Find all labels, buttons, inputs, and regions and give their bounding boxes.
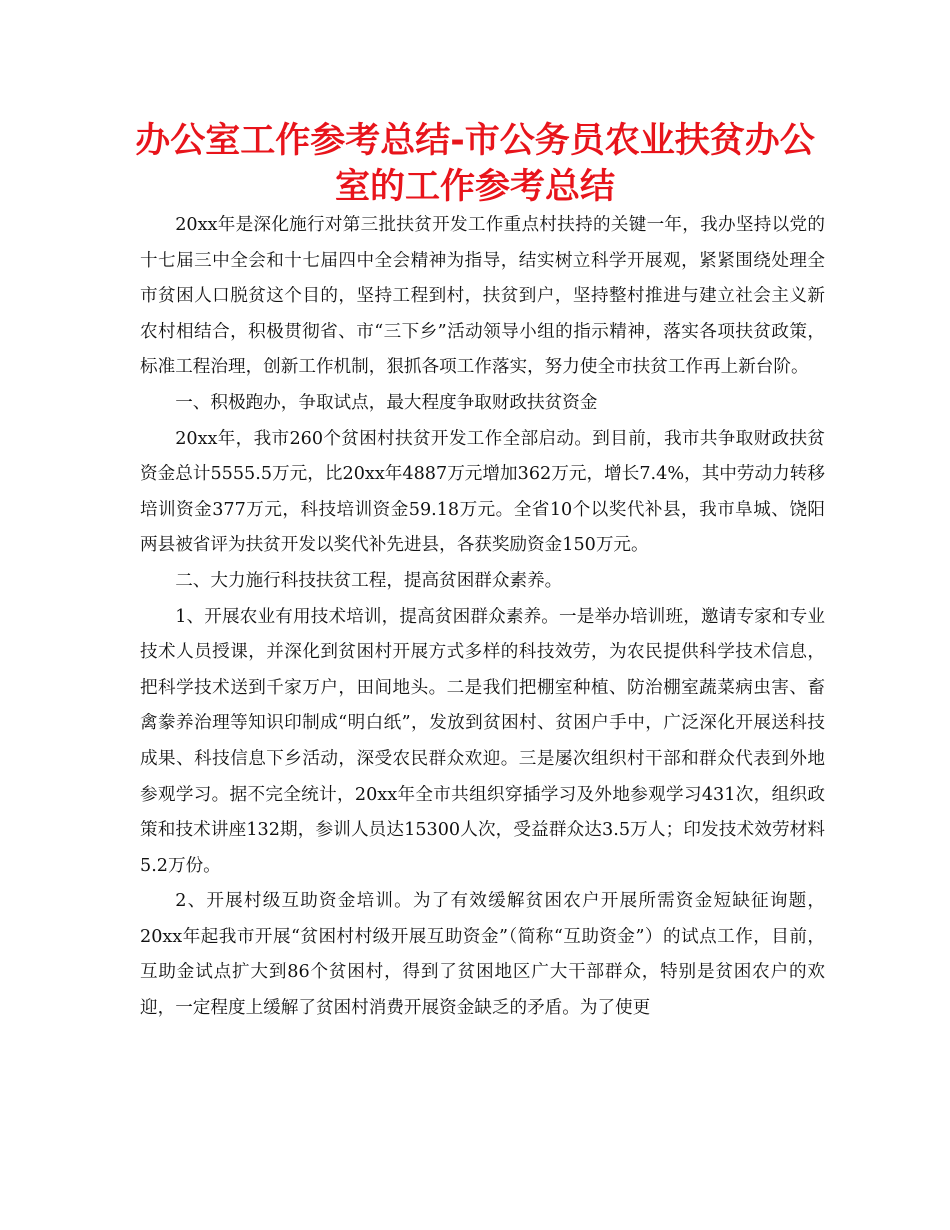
document-title: 办公室工作参考总结-市公务员农业扶贫办公室的工作参考总结 (135, 121, 815, 207)
paragraph-tech-training: 1、开展农业有用技术培训，提高贫困群众素养。一是举办培训班，邀请专家和专业技术人员授课，并深化到贫困村开展方式多样的科技效劳，为农民提供科学技术信息，把科学技术送到千家万户，田间地头。二是我们把棚室种植、防治棚室蔬菜病虫害、畜禽豢养治理等知识印制成“明白纸”，发放到贫困村、贫困户手中，广泛深化开展送科技成果、科技信息下乡活动，深受农民群众欢迎。三是屡次组织村干部和群众代表到外地参观学习。据不完全统计，20xx年全市共组织穿插学习及外地参观学习431次，组织政策和技术讲座132期，参训人员达15300人次，受益群众达3.5万人；印发技术效劳材料5.2万份。 (140, 606, 825, 876)
document-body (140, 208, 825, 1027)
paragraph-intro: 20xx年是深化施行对第三批扶贫开发工作重点村扶持的关键一年，我办坚持以党的十七届三中全会和十七届四中全会精神为指导，结实树立科学开展观，紧紧围绕处理全市贫困人口脱贫这个目的，坚持工程到村，扶贫到户，坚持整村推进与建立社会主义新农村相结合，积极贯彻省、市“三下乡”活动领导小组的指示精神，落实各项扶贫政策，标准工程治理，创新工作机制，狠抓各项工作落实，努力使全市扶贫工作再上新台阶。 (140, 215, 825, 378)
section-heading-1: 一、积极跑办，争取试点，最大程度争取财政扶贫资金 (175, 392, 598, 413)
paragraph-funding: 20xx年，我市260个贫困村扶贫开发工作全部启动。到目前，我市共争取财政扶贫资金总计5555.5万元，比20xx年4887万元增加362万元，增长7.4%，其中劳动力转移培训资金377万元，科技培训资金59.18万元。全省10个以奖代补县，我市阜城、饶阳两县被省评为扶贫开发以奖代补先进县，各获奖励资金150万元。 (140, 428, 825, 556)
paragraph-mutual-fund: 2、开展村级互助资金培训。为了有效缓解贫困农户开展所需资金短缺征询题，20xx年起我市开展“贫困村村级开展互助资金”（简称“互助资金”）的试点工作，目前，互助金试点扩大到86个贫困村，得到了贫困地区广大干部群众，特别是贫困农户的欢迎，一定程度上缓解了贫困村消费开展资金缺乏的矛盾。为了使更 (140, 891, 825, 1019)
section-heading-2: 二、大力施行科技扶贫工程，提高贫困群众素养。 (175, 570, 563, 591)
